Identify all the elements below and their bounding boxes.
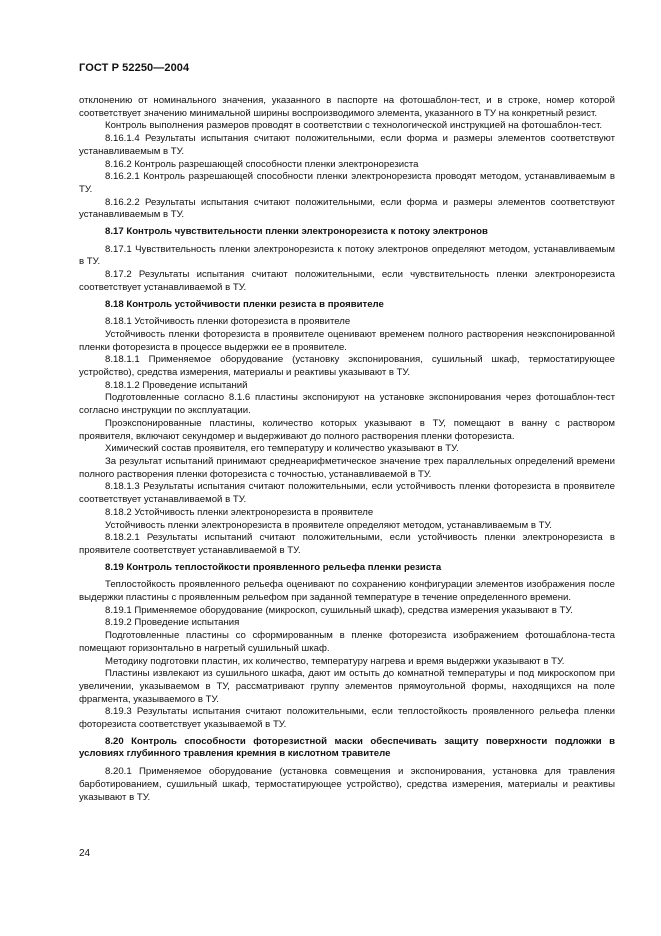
paragraph: Контроль выполнения размеров проводят в соответствии с технологической инструкцией на фотошаблон-тест. [105,120,603,132]
paragraph: 8.19.1 Применяемое оборудование (микроскоп, сушильный шкаф), средства измерения указывают в ТУ. [105,604,573,616]
paragraph: Подготовленные согласно 8.1.6 пластины экспонируют на установке экспонирования через фотошаблон-тест согласно инструкции по эксплуатации. [79,392,615,417]
section-heading: 8.19 Контроль теплостойкости проявленного рельефа пленки резиста [105,561,442,573]
paragraph: 8.16.2.2 Результаты испытания считают положительными, если форма и размеры элементов соответствуют устанавливаемым в ТУ. [79,196,615,221]
paragraph: 8.16.1.4 Результаты испытания считают положительными, если форма и размеры элементов соответствуют устанавливаемым в ТУ. [79,133,615,157]
paragraph: 8.18.1.2 Проведение испытаний [105,379,248,391]
paragraph: Устойчивость пленки электронорезиста в проявителе определяют методом, устанавливаемым в ТУ. [105,519,552,531]
paragraph: Устойчивость пленки фоторезиста в проявителе оценивают временем полного растворения неэкспонированной пленки фоторезиста в процессе выдержки ее в проявителе. [79,328,615,353]
paragraph: Методику подготовки пластин, их количество, температуру нагрева и время выдержки указывают в ТУ. [105,655,565,667]
paragraph: Химический состав проявителя, его температуру и количество указывают в ТУ. [105,443,459,455]
paragraph: 8.17.2 Результаты испытания считают положительными, если чувствительность пленки электронорезиста соответствует устанавливаемой в ТУ. [79,269,615,293]
paragraph: 8.17.1 Чувствительность пленки электронорезиста к потоку электронов определяют методом, устанавливаемым в ТУ. [79,243,615,268]
paragraph: Теплостойкость проявленного рельефа оценивают по сохранению конфигурации элементов изображения после выдержки пластины с проявленным рельефом при заданной температуре в течение определенного времени. [79,579,615,604]
page-number: 24 [79,848,91,859]
paragraph: 8.18.1 Устойчивость пленки фоторезиста в проявителе [105,316,351,328]
paragraph: 8.16.2 Контроль разрешающей способности пленки электронорезиста [105,158,419,170]
paragraph: 8.16.2.1 Контроль разрешающей способности пленки электронорезиста проводят методом, устанавливаемым в ТУ. [79,171,615,195]
paragraph: Проэкспонированные пластины, количество которых указывают в ТУ, помещают в ванну с раствором проявителя, включают секундомер и выдерживают до полного растворения пленки фоторезиста. [79,417,615,442]
section-heading: 8.18 Контроль устойчивости пленки резиста в проявителе [105,298,384,310]
section-heading: 8.17 Контроль чувствительности пленки электронорезиста к потоку электронов [105,226,488,238]
document-header: ГОСТ Р 52250—2004 [79,62,190,74]
paragraph: 8.19.3 Результаты испытания считают положительными, если теплостойкость проявленного рельефа пленки фоторезиста соответствует указываемой в ТУ. [79,706,615,731]
paragraph: 8.18.1.3 Результаты испытания считают положительными, если устойчивость пленки фоторезиста в проявителе соответствует устанавливаемой в ТУ. [79,481,615,506]
paragraph: 8.18.2.1 Результаты испытаний считают положительными, если устойчивость пленки электронорезиста в проявителе соответствует устанавливаемой в ТУ. [79,532,615,556]
paragraph: Подготовленные пластины со сформированным в пленке фоторезиста изображением фотошаблона-теста помещают горизонтально в нагретый сушильный шкаф. [79,630,615,654]
paragraph: отклонению от номинального значения, указанного в паспорте на фотошаблон-тест, и в строке, номер которой соответствует значению минимальной ширины воспроизводимого элемента, указанного в ТУ на конкретный резист. [79,95,615,119]
paragraph: За результат испытаний принимают среднеарифметическое значение трех параллельных определений времени полного растворения пленки фоторезиста с точностью, устанавливаемой в ТУ. [79,455,615,480]
paragraph: 8.18.2 Устойчивость пленки электронорезиста в проявителе [105,506,374,518]
section-heading: 8.20 Контроль способности фоторезистной маски обеспечивать защиту поверхности подложки в условиях глубинного травления кремния в кислотном травителе [79,735,615,760]
document-body [79,95,615,804]
paragraph: 8.20.1 Применяемое оборудование (установка совмещения и экспонирования, установка для травления барботированием, сушильный шкаф, термостатирующее устройство), средства измерения, материалы и реактивы указывают в ТУ. [79,766,615,803]
paragraph: 8.19.2 Проведение испытания [105,617,240,629]
paragraph: 8.18.1.1 Применяемое оборудование (установку экспонирования, сушильный шкаф, термостатирующее устройство), средства измерения, материалы и реактивы указывают в ТУ. [79,354,615,379]
paragraph: Пластины извлекают из сушильного шкафа, дают им остыть до комнатной температуры и под микроскопом при увеличении, указываемом в ТУ, рассматривают группу элементов прямоугольной формы, находящихся на поле фрагмента, указываемого в ТУ. [79,668,615,705]
